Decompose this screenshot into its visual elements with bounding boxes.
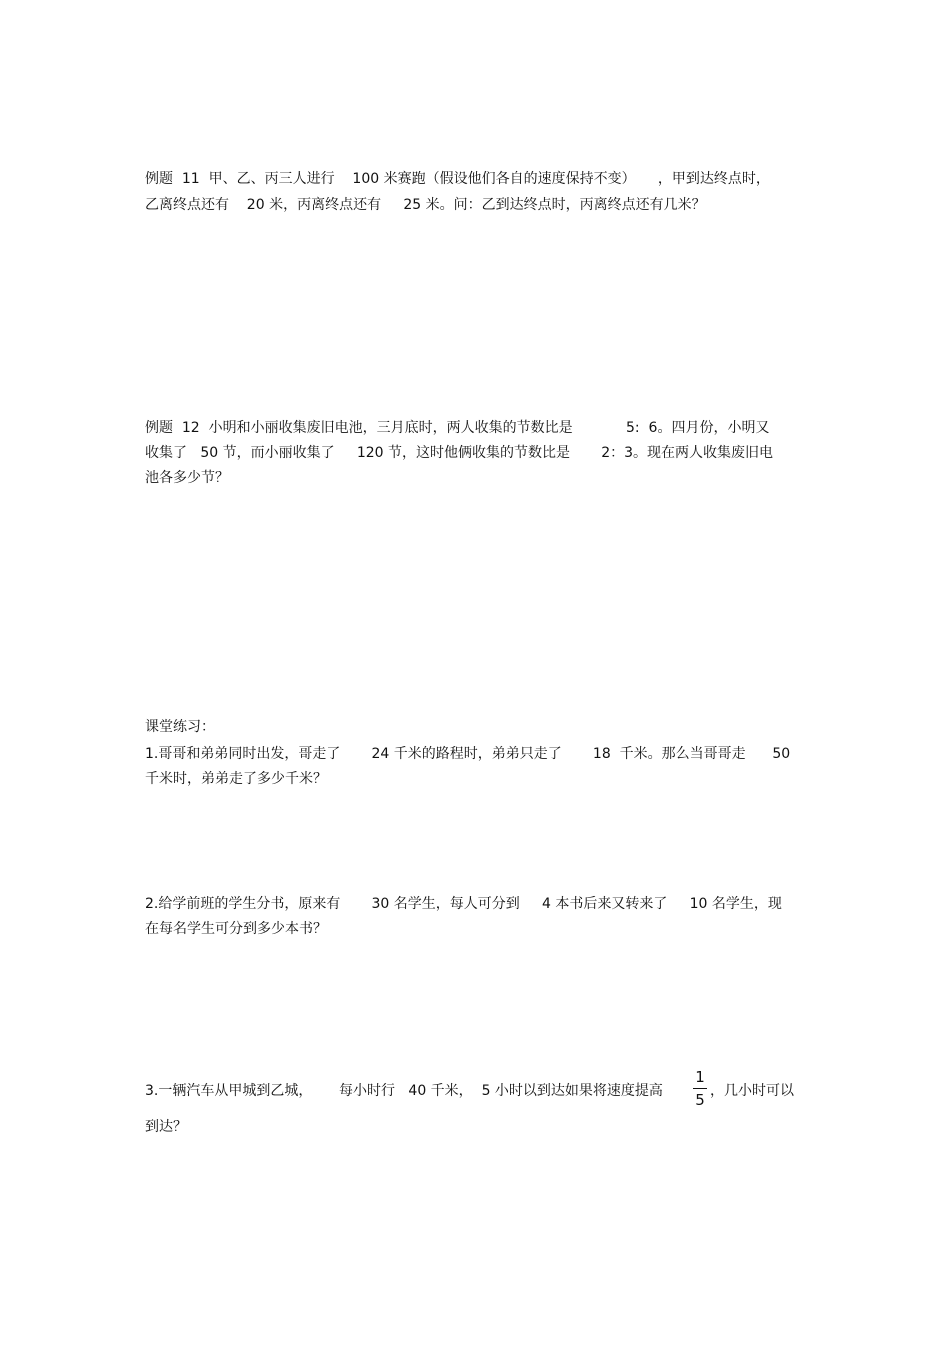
practice-heading: 课堂练习： [145,719,215,735]
question-3-line-1a: 3.一辆汽车从甲城到乙城， 每小时行 40 千米， 5 小时以到达如果将速度提高 [145,1083,663,1099]
fraction-one-fifth [690,1068,710,1109]
question-1-line-2: 千米时，弟弟走了多少千米？ [145,771,327,787]
example-11-line-1: 例题 11 甲、乙、丙三人进行 100 米赛跑（假设他们各自的速度保持不变） ，甲到达终点时， [145,171,770,187]
fraction-denominator: 5 [695,1091,705,1109]
example-11-line-2: 乙离终点还有 20 米，丙离终点还有 25 米。问：乙到达终点时，丙离终点还有几米？ [145,197,706,213]
question-1-line-1: 1.哥哥和弟弟同时出发，哥走了 24 千米的路程时，弟弟只走了 18 千米。那么当哥哥走 50 [145,746,791,762]
example-12-line-2: 收集了 50 节，而小丽收集了 120 节，这时他俩收集的节数比是 2：3。现在两人收集废旧电 [145,445,774,461]
question-3-line-2: 到达？ [145,1119,187,1135]
question-3-line-1b: ，几小时可以 [710,1083,794,1099]
question-2-line-1: 2.给学前班的学生分书，原来有 30 名学生，每人可分到 4 本书后来又转来了 10 名学生，现 [145,896,782,912]
question-2-line-2: 在每名学生可分到多少本书？ [145,921,327,937]
fraction-bar [693,1088,707,1089]
fraction-numerator: 1 [695,1068,705,1086]
example-12-line-1: 例题 12 小明和小丽收集废旧电池，三月底时，两人收集的节数比是 5: 6。四月份，小明又 [145,420,770,436]
example-12-line-3: 池各多少节？ [145,470,229,486]
